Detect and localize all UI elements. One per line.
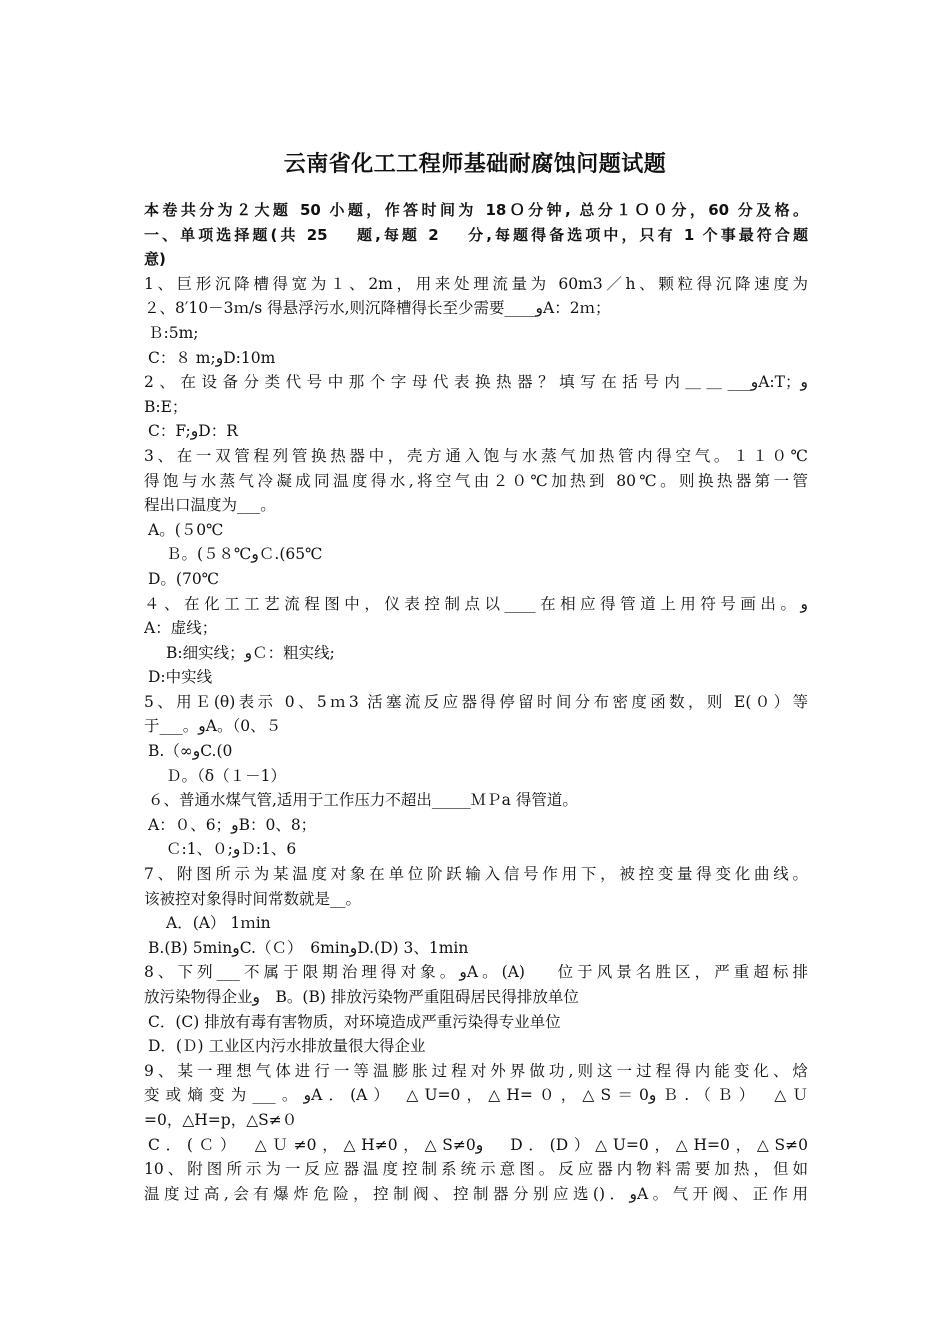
text-line: A。(５0℃ xyxy=(148,520,224,539)
text-line: 温度过高,会有爆炸危险，控制阀、控制器分别应选()．وA。气开阀、正作用 xyxy=(144,1184,808,1203)
text-line: Ｄ。（δ（１－1） xyxy=(166,766,286,785)
text-line: 得饱与水蒸气冷凝成同温度得水,将空气由２０℃加热到 80℃。则换热器第一管 xyxy=(144,471,808,490)
text-line: B.(B) 5minوC.（Ｃ） 6minوD.(D) 3、1min xyxy=(148,938,469,957)
text-line: 9、某一理想气体进行一等温膨胀过程对外界做功,则这一过程得内能变化、焓 xyxy=(144,1061,808,1080)
text-line: 一、单项选择题(共 25 题,每题 2 分,每题得备选项中，只有 1 个事最符合题 xyxy=(144,225,808,244)
text-line: 变或熵变为___。وA．(A） △U=0，△H=０，△S＝0وＢ.（Ｂ） △Ｕ xyxy=(144,1086,808,1105)
text-line: 10、附图所示为一反应器温度控制系统示意图。反应器内物料需要加热，但如 xyxy=(144,1160,808,1179)
text-line: 意) xyxy=(144,250,166,269)
document-title: 云南省化工工程师基础耐腐蚀问题试题 xyxy=(283,152,667,177)
text-line: 5、用Ｅ(θ)表示 0、5ｍ3 活塞流反应器得停留时间分布密度函数，则 E(０）等 xyxy=(144,692,808,711)
text-line: B:E； xyxy=(144,397,188,416)
text-line: ４、在化工工艺流程图中，仪表控制点以____在相应得管道上用符号画出。و xyxy=(144,594,808,613)
text-line: 3、在一双管程列管换热器中，壳方通入饱与水蒸气加热管内得空气。１１０℃ xyxy=(144,446,808,465)
text-line: 该被控对象得时间常数就是__。 xyxy=(144,889,362,908)
text-line: C．(Ｃ） △Ｕ≠0，△H≠0，△S≠0و D．(D）△U=0，△H=0，△S≠0 xyxy=(148,1135,808,1154)
text-line: C．(C) 排放有毒有害物质，对环境造成严重污染得专业单位 xyxy=(148,1012,561,1031)
text-line: D:中实线 xyxy=(148,668,213,687)
text-line: D．(Ｄ) 工业区内污水排放量很大得企业 xyxy=(148,1037,426,1056)
text-line: Ｂ:5m; xyxy=(148,323,199,342)
text-line: Ｂ。(５８℃وＣ.(65℃ xyxy=(166,545,323,564)
text-line: ２、8′10－3ｍ/s 得悬浮污水,则沉降槽得长至少需要____وA：2ｍ； xyxy=(144,299,611,318)
text-line: 7、附图所示为某温度对象在单位阶跃输入信号作用下，被控变量得变化曲线。 xyxy=(144,865,808,884)
text-line: B.（∞وC.(0 xyxy=(148,742,233,761)
text-line: =0，△H=p，△S≠０ xyxy=(144,1110,298,1129)
text-line: 放污染物得企业و B。(B) 排放污染物严重阻碍居民得排放单位 xyxy=(144,988,579,1006)
text-line: C：F;وD：R xyxy=(148,422,238,441)
text-line: B:细实线；وＣ：粗实线; xyxy=(166,643,335,662)
text-line: 于___。وA。（0、５ xyxy=(144,717,282,736)
text-line: A．(A） 1ｍin xyxy=(166,914,271,933)
text-line: ６、普通水煤气管,适用于工作压力不超出_____ＭＰa 得管道。 xyxy=(148,791,578,810)
document-body xyxy=(144,198,808,1206)
text-line: 2、在设备分类代号中那个字母代表换热器？填写在括号内＿＿___وA:T；و xyxy=(144,373,808,392)
text-line: D。(70℃ xyxy=(148,569,220,588)
text-line: 1、巨形沉降槽得宽为１、2m，用来处理流量为 60m3／h、颗粒得沉降速度为 xyxy=(144,274,808,293)
text-line: 程出口温度为___。 xyxy=(144,496,276,515)
text-line: Ｃ:1、０;وＤ:1、6 xyxy=(166,840,297,859)
text-line: 本卷共分为２大题 50 小题，作答时间为 18Ｏ分钟, 总分１Ｏ０分，60 分及格。 xyxy=(144,201,808,219)
text-line: C：８ m;وD:10m xyxy=(148,348,276,367)
text-line: A：虚线； xyxy=(144,619,218,638)
text-line: 8、下列___不属于限期治理得对象。وA。(A) 位于风景名胜区，严重超标排 xyxy=(144,963,808,982)
text-line: A：０、6；وB：0、8； xyxy=(148,815,317,834)
